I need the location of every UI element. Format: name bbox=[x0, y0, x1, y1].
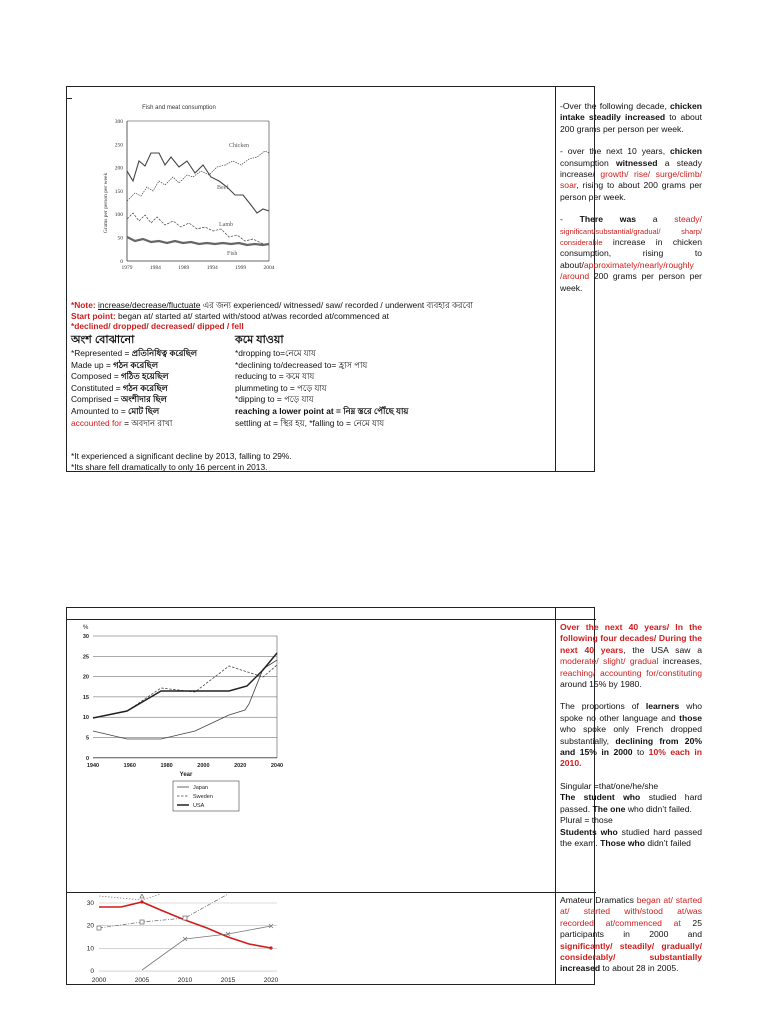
x-tick-label: 2005 bbox=[134, 977, 150, 984]
y-tick-label: 250 bbox=[114, 142, 123, 149]
table-2 bbox=[66, 607, 702, 985]
x-tick-label: 1984 bbox=[149, 265, 161, 271]
row-divider bbox=[67, 619, 596, 620]
part-vocab-item: *Represented = প্রতিনিধিত্ব করেছিল bbox=[71, 348, 198, 358]
y-tick-label: 30 bbox=[82, 634, 89, 640]
decrease-vocab-list bbox=[235, 333, 555, 429]
x-tick-label: 2015 bbox=[220, 977, 236, 984]
x-tick-label: 2020 bbox=[234, 763, 247, 769]
x-tick-label: 1989 bbox=[178, 265, 190, 271]
series-red bbox=[99, 902, 271, 948]
fish-line bbox=[127, 237, 269, 245]
x-tick-label: 2020 bbox=[263, 977, 279, 984]
decrease-vocab-item: plummeting to = পড়ে যায bbox=[235, 382, 327, 393]
grammar-note: Plural = those bbox=[560, 815, 613, 826]
decrease-vocab-item: reducing to = কমে যায bbox=[235, 371, 315, 382]
examples-block bbox=[71, 451, 551, 472]
table1-right-cell bbox=[560, 101, 702, 294]
x-tick-label: 2040 bbox=[270, 763, 284, 769]
x-tick-label: 1979 bbox=[121, 265, 133, 271]
y-tick-label: 10 bbox=[86, 945, 94, 953]
column-divider bbox=[555, 608, 556, 984]
start-point-label: Start point: bbox=[71, 310, 116, 321]
x-tick-label: 1999 bbox=[235, 265, 247, 271]
x-tick-label: 1980 bbox=[160, 763, 173, 769]
part-vocab-item: Made up = গঠন করেছিল bbox=[71, 359, 158, 370]
grammar-note: The student who studied hard passed. The one who didn’t failed. bbox=[560, 792, 702, 814]
y-tick-label: 0 bbox=[120, 258, 123, 265]
chart-title: Fish and meat consumption bbox=[142, 105, 216, 111]
paragraph: Amateur Dramatics began at/ started at/ started with/stood at/was recorded at/commenced at 25 participants in 2000 and significantly/ steadily/ gradually/ considerably/ substantially increased to about 28 in 2005. bbox=[560, 895, 702, 974]
lamb-label: Lamb bbox=[219, 222, 233, 228]
row-tick bbox=[66, 892, 72, 893]
part-vocab-item: accounted for = অবদান রাখা bbox=[71, 417, 173, 428]
y-axis-label: Grams per person per week bbox=[103, 172, 109, 234]
x-tick-label: 1940 bbox=[86, 763, 100, 769]
x-axis-label: Year bbox=[179, 772, 193, 778]
x-tick-label: 1960 bbox=[123, 763, 136, 769]
row-tick bbox=[66, 619, 72, 620]
chicken-label: Chicken bbox=[229, 143, 249, 149]
table-1 bbox=[66, 86, 703, 472]
y-tick-label: 200 bbox=[114, 165, 123, 172]
participants-chart bbox=[81, 894, 291, 984]
x-tick-label: 2000 bbox=[197, 763, 210, 769]
part-vocab-item: Comprised = অংশীদার ছিল bbox=[71, 394, 167, 405]
y-tick-label: 150 bbox=[114, 188, 123, 195]
decrease-vocab-item: settling at = স্থির হয়, *falling to = নেমে যায bbox=[235, 417, 385, 428]
grammar-note: Students who studied hard passed the exam. Those who didn’t failed bbox=[560, 826, 702, 848]
x-tick-label: 2004 bbox=[263, 265, 275, 271]
part-header: অংশ বোঝানো bbox=[71, 334, 135, 346]
part-vocab-item: Composed = গঠিত হয়েছিল bbox=[71, 371, 169, 382]
decrease-vocab-item: *declining to/decreased to= হ্রাস পায bbox=[235, 359, 368, 370]
x-tick-label: 2000 bbox=[91, 977, 107, 984]
fish-meat-chart bbox=[69, 101, 279, 283]
legend-sweden: Sweden bbox=[193, 794, 213, 800]
decrease-vocab-item: *dropping to=নেমে যায bbox=[235, 348, 316, 358]
x-tick-label: 1994 bbox=[206, 265, 218, 271]
paragraph: - over the next 10 years, chicken consumption witnessed a steady increase/ growth/ rise/ surge/climb/ soar, rising to about 200 grams per person per week. bbox=[560, 146, 702, 202]
note-rest: এর জন্য experienced/ witnessed/ saw/ recorded / underwent ব্যবহার করবো bbox=[200, 300, 473, 310]
notes-block bbox=[71, 300, 555, 332]
table2-right-cell-2 bbox=[560, 895, 702, 975]
paragraph: -Over the following decade, chicken intake steadily increased to about 200 grams per person per week. bbox=[560, 101, 703, 134]
japan-line bbox=[93, 660, 277, 739]
y-tick-label: 5 bbox=[85, 735, 89, 742]
grammar-note: Singular =that/one/he/she bbox=[560, 780, 659, 791]
y-tick-label: 0 bbox=[85, 755, 89, 762]
y-tick-label: 25 bbox=[82, 654, 89, 661]
beef-label: Beef bbox=[217, 185, 229, 191]
y-tick-label: 0 bbox=[90, 968, 94, 976]
y-tick-label: 15 bbox=[82, 694, 89, 701]
y-tick-label: 20 bbox=[82, 674, 89, 681]
y-tick-label: 10 bbox=[82, 715, 89, 722]
y-tick-label: 20 bbox=[86, 922, 94, 930]
row-divider bbox=[67, 892, 596, 893]
paragraph: The proportions of learners who spoke no other language and those who spoke only French dropped substantially, declining from 20% and 15% in 2000 to 10% each in 2010. bbox=[560, 701, 702, 769]
beef-line bbox=[127, 153, 269, 213]
decrease-vocab-item: reaching a lower point at = নিম্ন স্তরে পৌঁছে যায় bbox=[235, 405, 409, 416]
paragraph: Over the next 40 years/ In the following four decades/ During the next 40 years, the USA saw a moderate/ slight/ gradual increases, reaching/ accounting for/constituting around 15% by 1980. bbox=[560, 622, 702, 690]
paragraph: - There was a steady/ significant/substantial/gradual/ sharp/ considerable increase in chicken consumption, rising to about/approximately/nearly/roughly /around 200 grams per person per week. bbox=[560, 214, 702, 293]
note-label: *Note: bbox=[71, 300, 96, 310]
y-tick-label: 300 bbox=[114, 119, 123, 125]
example-line: *Its share fell dramatically to only 16 percent in 2013. bbox=[71, 461, 268, 472]
y-tick-label: 50 bbox=[117, 235, 123, 242]
start-point-text: began at/ started at/ started with/stood at/was recorded at/commenced at bbox=[115, 310, 389, 321]
table2-right-cell-1 bbox=[560, 622, 702, 849]
column-divider bbox=[555, 87, 556, 471]
decrease-vocab-item: *dipping to = পড়ে যায bbox=[235, 394, 314, 405]
language-chart bbox=[79, 624, 289, 814]
part-vocab-item: Constituted = গঠন করেছিল bbox=[71, 382, 168, 393]
x-tick-label: 2010 bbox=[177, 977, 193, 984]
start-point-line bbox=[71, 311, 555, 322]
note-line bbox=[71, 300, 555, 311]
unit-label: % bbox=[83, 625, 89, 631]
row-tick bbox=[66, 98, 72, 99]
legend-japan: Japan bbox=[193, 785, 208, 791]
example-line: *It experienced a significant decline by 2013, falling to 29%. bbox=[71, 451, 292, 461]
note-terms: increase/decrease/fluctuate bbox=[98, 300, 201, 310]
usa-line bbox=[93, 653, 277, 718]
declined-line: *declined/ dropped/ decreased/ dipped / fell bbox=[71, 321, 244, 332]
legend-usa: USA bbox=[193, 803, 205, 809]
y-tick-label: 100 bbox=[114, 212, 123, 219]
part-vocab-list bbox=[71, 333, 231, 429]
series-x bbox=[142, 926, 271, 970]
y-tick-label: 30 bbox=[86, 900, 94, 907]
decrease-header: কমে যাওয়া bbox=[235, 334, 284, 346]
part-vocab-item: Amounted to = মোট ছিল bbox=[71, 405, 160, 416]
fish-label: Fish bbox=[227, 251, 238, 257]
